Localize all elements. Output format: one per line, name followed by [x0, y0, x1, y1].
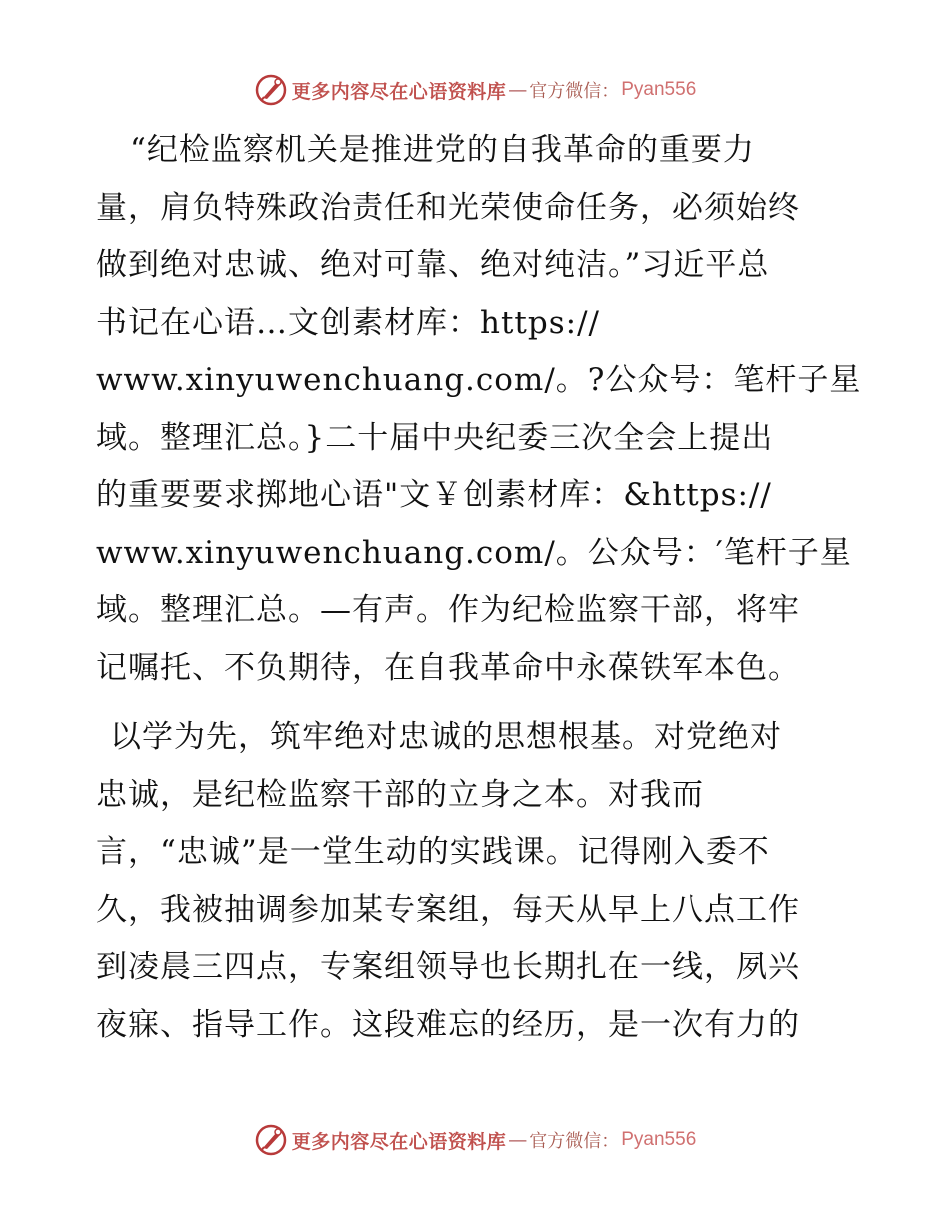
watermark-label: 官方微信：	[529, 81, 620, 102]
text-line: 以学为先，筑牢绝对忠诚的思想根基。对党绝对	[110, 719, 782, 755]
text-line: www.xinyuwenchuang.com/。公众号：′笔杆子星	[96, 534, 852, 571]
document-body	[96, 122, 862, 1054]
watermark-site-text: 更多内容尽在心语资料库	[291, 80, 507, 103]
text-line: www.xinyuwenchuang.com/。?公众号：笔杆子星	[96, 362, 862, 398]
text-line: 言，“忠诚”是一堂生动的实践课。记得刚入委不	[96, 834, 770, 870]
text-line: 忠诚，是纪检监察干部的立身之本。对我而	[96, 776, 704, 813]
text-line: 做到绝对忠诚、绝对可靠、绝对纯洁。”习近平总	[96, 247, 770, 283]
footer-watermark	[0, 1120, 950, 1160]
watermark-label: 官方微信：	[529, 1131, 620, 1152]
text-line: 久，我被抽调参加某专案组，每天从早上八点工作	[96, 891, 800, 928]
text-line: 量，肩负特殊政治责任和光荣使命任务，必须始终	[96, 189, 800, 226]
watermark-wechat-id: Pyan556	[621, 79, 697, 100]
quill-logo-icon	[254, 73, 288, 107]
text-line: 的重要要求掷地心语"文￥创素材库：&https://	[96, 477, 772, 513]
text-line: 书记在心语…文创素材库：https://	[96, 304, 600, 341]
header-watermark	[0, 70, 950, 110]
paragraph-1	[96, 122, 862, 697]
quill-logo-icon	[254, 1123, 288, 1157]
text-line: “纪检监察机关是推进党的自我革命的重要力	[130, 132, 755, 168]
watermark-dash: —	[508, 1129, 528, 1151]
watermark-site-text: 更多内容尽在心语资料库	[291, 1130, 507, 1153]
text-line: 域。整理汇总。}二十届中央纪委三次全会上提出	[96, 419, 774, 456]
paragraph-2	[96, 709, 856, 1054]
watermark-dash: —	[508, 79, 528, 101]
text-line: 夜寐、指导工作。这段难忘的经历，是一次有力的	[96, 1006, 800, 1043]
text-line: 域。整理汇总。—有声。作为纪检监察干部，将牢	[96, 592, 800, 628]
watermark-wechat-id: Pyan556	[621, 1129, 697, 1150]
text-line: 到凌晨三四点，专案组领导也长期扎在一线，夙兴	[96, 949, 800, 985]
text-line: 记嘱托、不负期待，在自我革命中永葆铁军本色。	[96, 649, 800, 686]
